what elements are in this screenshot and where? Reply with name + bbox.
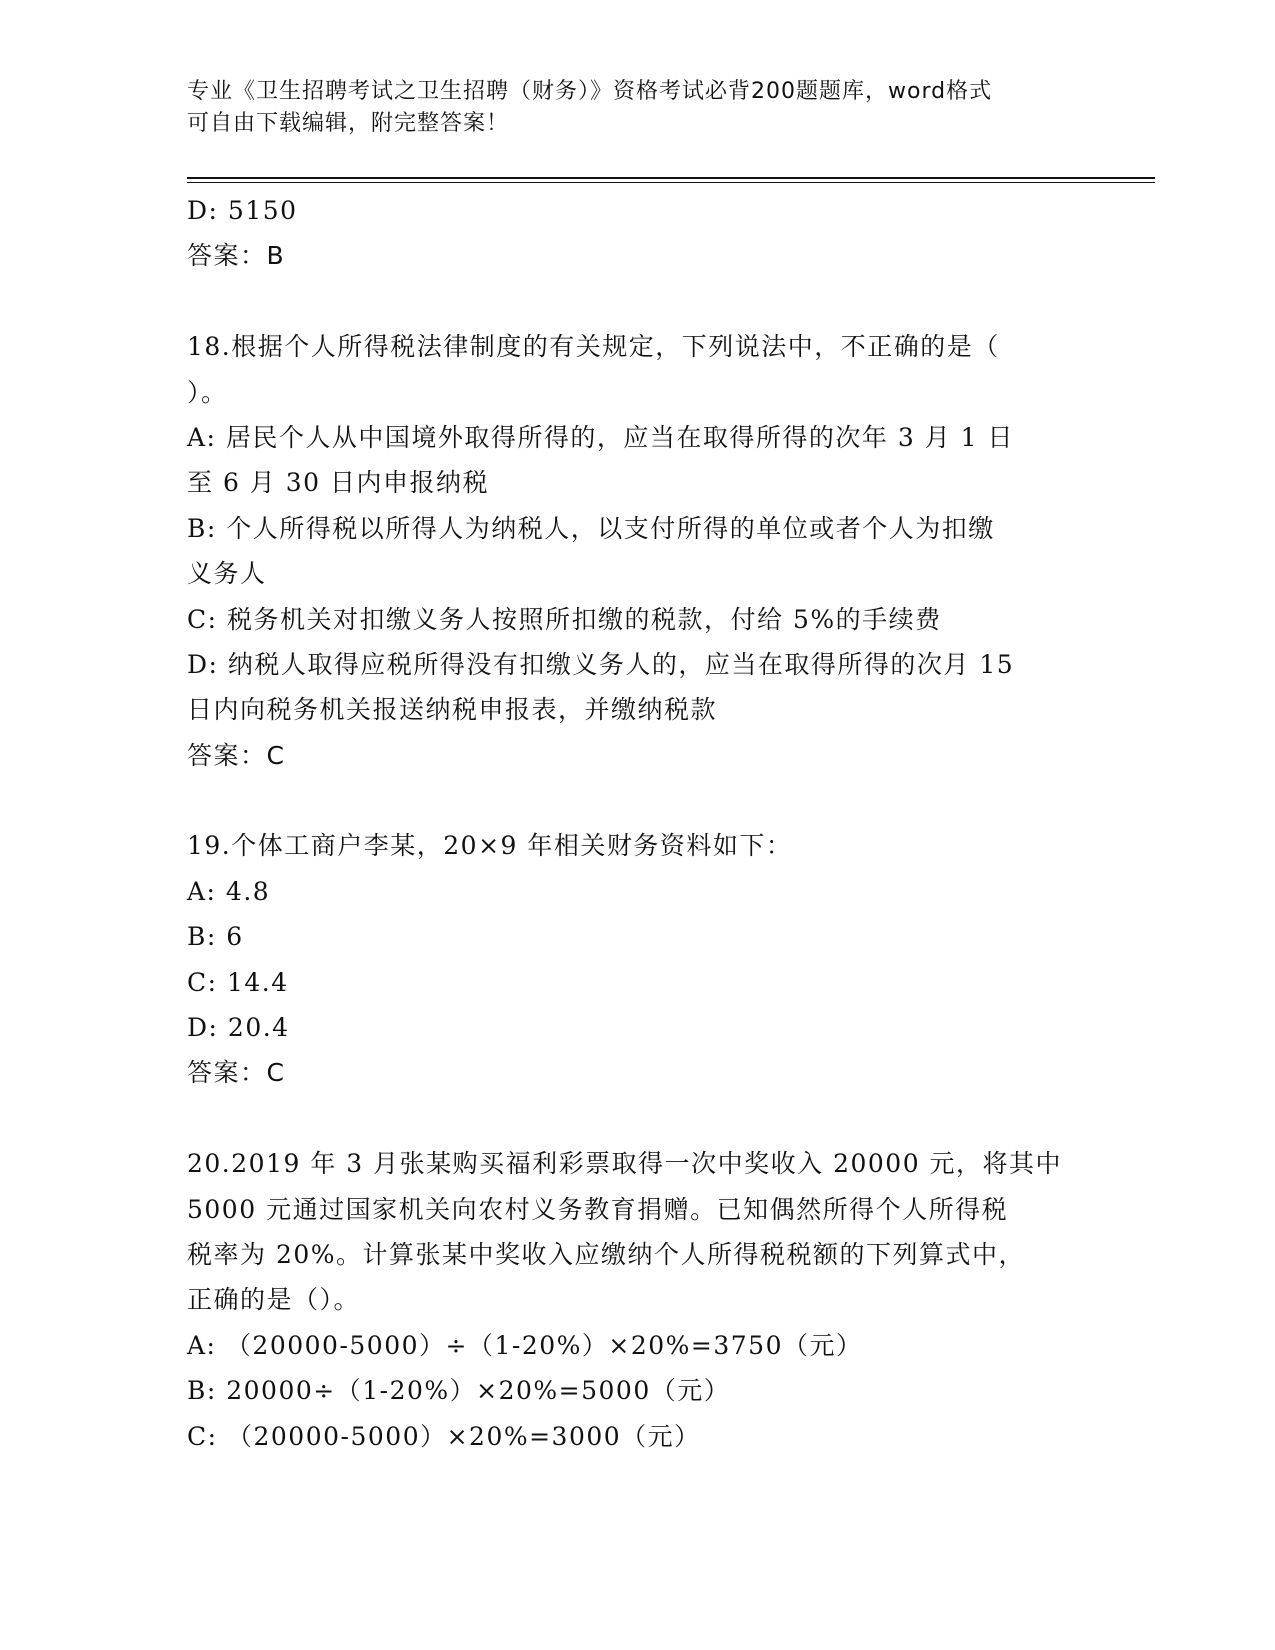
q19-stem: 19.个体工商户李某，20×9 年相关财务资料如下： — [187, 831, 793, 861]
q20-stem-line-2: 5000 元通过国家机关向农村义务教育捐赠。已知偶然所得个人所得税 — [187, 1194, 1009, 1224]
q18-option-c: C: 税务机关对扣缴义务人按照所扣缴的税款，付给 5%的手续费 — [187, 604, 942, 634]
q20-option-a: A: （20000-5000）÷（1-20%）×20%=3750（元） — [187, 1330, 863, 1360]
q19-option-b: B: 6 — [187, 922, 244, 952]
header-divider-thin — [187, 182, 1155, 183]
q18-stem-line-1: 18.根据个人所得税法律制度的有关规定，下列说法中，不正确的是（ — [187, 332, 1000, 362]
q19-option-a: A: 4.8 — [187, 876, 271, 906]
q18-stem-line-2: ）。 — [187, 377, 228, 407]
question-spacer — [187, 1096, 1087, 1141]
q20-option-c: C: （20000-5000）×20%=3000（元） — [187, 1421, 701, 1451]
q19-option-c: C: 14.4 — [187, 967, 289, 997]
document-header — [187, 76, 1067, 140]
q18-option-a-line-1: A: 居民个人从中国境外取得所得的，应当在取得所得的次年 3 月 1 日 — [187, 422, 1015, 452]
q20-option-b: B: 20000÷（1-20%）×20%=5000（元） — [187, 1376, 731, 1406]
q19-answer: 答案：C — [187, 1058, 286, 1088]
header-title-line-1: 专业《卫生招聘考试之卫生招聘（财务）》资格考试必背200题题库，word格式 — [187, 79, 993, 104]
q20-stem-line-3: 税率为 20%。计算张某中奖收入应缴纳个人所得税税额的下列算式中， — [187, 1239, 1026, 1269]
q18-option-b-line-2: 义务人 — [187, 559, 267, 589]
q20-stem-line-4: 正确的是（）。 — [187, 1285, 361, 1315]
question-spacer — [187, 279, 1087, 324]
q17-option-d: D: 5150 — [187, 196, 298, 225]
q18-option-d-line-2: 日内向税务机关报送纳税申报表，并缴纳税款 — [187, 695, 718, 725]
q20-stem-line-1: 20.2019 年 3 月张某购买福利彩票取得一次中奖收入 20000 元，将其中 — [187, 1149, 1063, 1179]
q17-answer: 答案：B — [187, 241, 286, 271]
q18-option-b-line-1: B: 个人所得税以所得人为纳税人，以支付所得的单位或者个人为扣缴 — [187, 513, 995, 543]
q18-answer: 答案：C — [187, 740, 286, 770]
header-divider-thick — [187, 177, 1155, 179]
q18-option-d-line-1: D: 纳税人取得应税所得没有扣缴义务人的，应当在取得所得的次月 15 — [187, 649, 1015, 679]
q19-option-d: D: 20.4 — [187, 1013, 290, 1043]
question-spacer — [187, 778, 1087, 823]
q18-option-a-line-2: 至 6 月 30 日内申报纳税 — [187, 468, 490, 498]
question-content — [187, 188, 1087, 1459]
header-title-line-2: 可自由下载编辑，附完整答案！ — [187, 111, 510, 136]
